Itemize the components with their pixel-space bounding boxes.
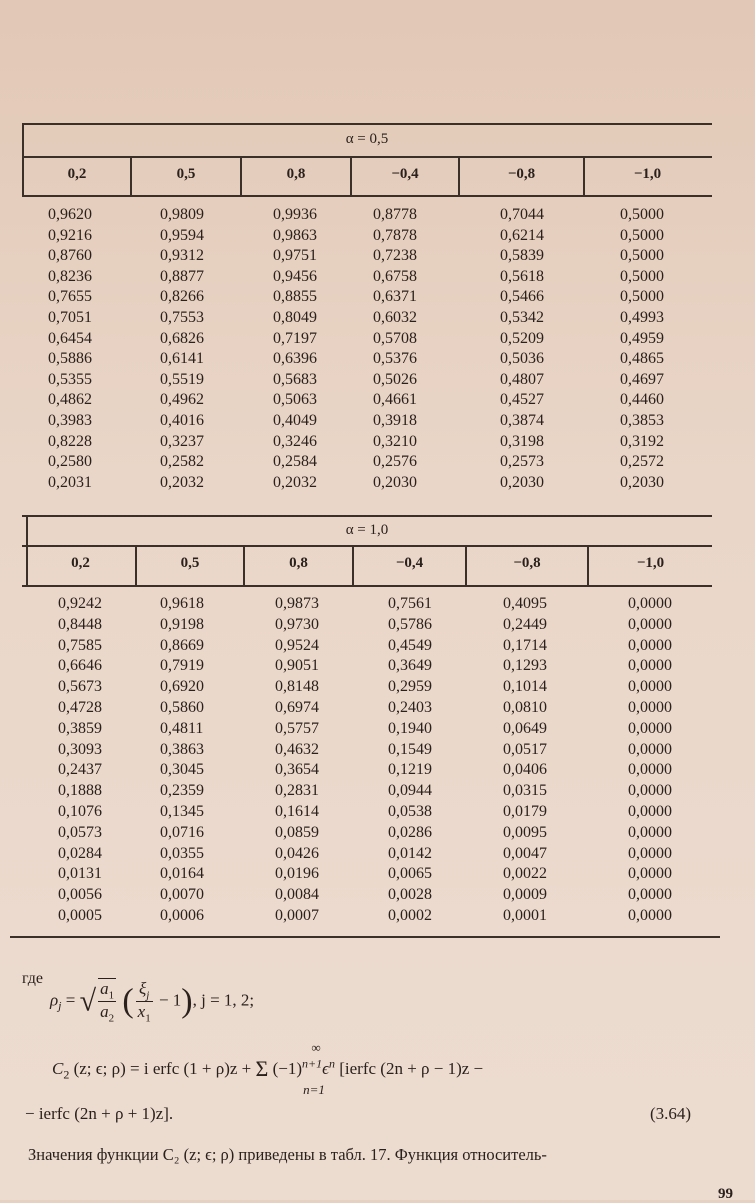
rho-subscript: j bbox=[58, 998, 62, 1013]
page-number: 99 bbox=[718, 1186, 733, 1202]
table-cell: 0,3654 bbox=[275, 761, 319, 779]
table-cell: 0,9216 bbox=[48, 226, 92, 244]
rho-symbol: ρ bbox=[50, 990, 59, 1010]
table2-bottom-rule bbox=[10, 936, 720, 938]
table-cell: 0,4095 bbox=[503, 595, 547, 612]
table-cell: 0,4962 bbox=[160, 391, 204, 409]
table-cell: 0,0131 bbox=[58, 865, 102, 883]
table-cell: 0,5000 bbox=[620, 206, 664, 223]
table-cell: 0,9863 bbox=[273, 226, 317, 244]
table-cell: 0,0056 bbox=[58, 886, 102, 904]
power-base: (−1) bbox=[272, 1059, 303, 1078]
table-cell: 0,2449 bbox=[503, 615, 547, 633]
table-cell: 0,9524 bbox=[275, 636, 319, 654]
table-cell: 0,4959 bbox=[620, 329, 664, 347]
table-cell: 0,0649 bbox=[503, 719, 547, 737]
table-cell: 0,0196 bbox=[275, 865, 319, 883]
table-cell: 0,4016 bbox=[160, 411, 204, 429]
table-cell: 0,9730 bbox=[275, 615, 319, 633]
table-cell: 0,5618 bbox=[500, 267, 544, 285]
table-cell: 0,5355 bbox=[48, 370, 92, 388]
table1-header-cell: 0,2 bbox=[67, 166, 87, 182]
table1-left-border bbox=[22, 123, 24, 195]
table-cell: 0,1614 bbox=[275, 802, 319, 820]
table-cell: 0,0000 bbox=[628, 615, 672, 633]
table1-top-rule bbox=[22, 123, 712, 125]
table-cell: 0,4865 bbox=[620, 350, 664, 368]
table-cell: 0,9456 bbox=[273, 267, 317, 285]
table-cell: 0,8266 bbox=[160, 288, 204, 306]
equals-sign: = bbox=[65, 990, 76, 1010]
table1-header-bottom-rule bbox=[22, 195, 712, 197]
table-cell: 0,0355 bbox=[160, 844, 204, 862]
table-cell: 0,2030 bbox=[373, 473, 417, 491]
table-cell: 0,9618 bbox=[160, 595, 204, 612]
table-cell: 0,2359 bbox=[160, 782, 204, 800]
table-cell: 0,0517 bbox=[503, 740, 547, 758]
table2-left-border bbox=[26, 515, 28, 585]
table-cell: 0,6371 bbox=[373, 288, 417, 306]
epsilon-exponent: n bbox=[328, 1056, 335, 1071]
table-cell: 0,2573 bbox=[500, 453, 544, 471]
table-cell: 0,7051 bbox=[48, 308, 92, 326]
table1-column bbox=[620, 205, 664, 493]
table-cell: 0,4697 bbox=[620, 370, 664, 388]
table-cell: 0,0000 bbox=[628, 761, 672, 779]
table-cell: 0,1014 bbox=[503, 678, 547, 696]
table-cell: 0,8877 bbox=[160, 267, 204, 285]
table-cell: 0,6214 bbox=[500, 226, 544, 244]
table2-header-cell: 0,5 bbox=[180, 555, 200, 571]
close-paren: ) bbox=[181, 982, 193, 1020]
a1-numerator: a bbox=[100, 979, 109, 998]
table-cell: 0,3853 bbox=[620, 411, 664, 429]
table-cell: 0,6454 bbox=[48, 329, 92, 347]
table-cell: 0,1940 bbox=[388, 719, 432, 737]
table-cell: 0,0573 bbox=[58, 823, 102, 841]
epsilon-symbol: ϵ bbox=[322, 1059, 329, 1078]
table1-header-cell: 0,8 bbox=[286, 166, 306, 182]
table-cell: 0,2030 bbox=[500, 473, 544, 491]
table-cell: 0,2582 bbox=[160, 453, 204, 471]
sum-sign: Σ bbox=[255, 1056, 269, 1081]
table-cell: 0,3918 bbox=[373, 411, 417, 429]
table-cell: 0,6032 bbox=[373, 308, 417, 326]
table-cell: 0,0000 bbox=[628, 595, 672, 612]
table-cell: 0,0000 bbox=[628, 844, 672, 862]
table-cell: 0,2572 bbox=[620, 453, 664, 471]
table-cell: 0,3093 bbox=[58, 740, 102, 758]
table-cell: 0,5209 bbox=[500, 329, 544, 347]
table-cell: 0,5000 bbox=[620, 247, 664, 265]
table-cell: 0,0716 bbox=[160, 823, 204, 841]
table-cell: 0,9242 bbox=[58, 595, 102, 612]
table-cell: 0,0005 bbox=[58, 906, 102, 924]
table-cell: 0,0000 bbox=[628, 719, 672, 737]
formula-rho-definition bbox=[50, 978, 254, 1025]
table2-alpha-label: α = 1,0 bbox=[345, 522, 389, 538]
table-cell: 0,6758 bbox=[373, 267, 417, 285]
table-cell: 0,7197 bbox=[273, 329, 317, 347]
table-cell: 0,0084 bbox=[275, 886, 319, 904]
table-cell: 0,2959 bbox=[388, 678, 432, 696]
table2-column bbox=[275, 594, 319, 927]
table-cell: 0,6826 bbox=[160, 329, 204, 347]
table-cell: 0,0286 bbox=[388, 823, 432, 841]
table-cell: 0,9751 bbox=[273, 247, 317, 265]
table-cell: 0,8669 bbox=[160, 636, 204, 654]
table-cell: 0,3237 bbox=[160, 432, 204, 450]
table-cell: 0,5342 bbox=[500, 308, 544, 326]
table-cell: 0,0000 bbox=[628, 678, 672, 696]
a2-denominator: a bbox=[100, 1002, 109, 1022]
table1-header-cell: 0,5 bbox=[176, 166, 196, 182]
table-cell: 0,3246 bbox=[273, 432, 317, 450]
table-cell: 0,1549 bbox=[388, 740, 432, 758]
table-cell: 0,0810 bbox=[503, 698, 547, 716]
table-cell: 0,4049 bbox=[273, 411, 317, 429]
table-cell: 0,0000 bbox=[628, 802, 672, 820]
formula-gde: где bbox=[22, 970, 44, 987]
table-cell: 0,6920 bbox=[160, 678, 204, 696]
table1-column bbox=[273, 205, 317, 493]
table-cell: 0,2032 bbox=[273, 473, 317, 491]
table1-header-cell: −0,8 bbox=[507, 166, 536, 182]
table-cell: 0,0944 bbox=[388, 782, 432, 800]
table-cell: 0,9620 bbox=[48, 206, 92, 223]
table-cell: 0,4728 bbox=[58, 698, 102, 716]
table-cell: 0,0000 bbox=[628, 865, 672, 883]
table-cell: 0,3198 bbox=[500, 432, 544, 450]
table2-header-cell: −1,0 bbox=[636, 555, 665, 571]
table-cell: 0,3863 bbox=[160, 740, 204, 758]
x1-denominator: x bbox=[137, 1001, 146, 1021]
table1-alpha-label: α = 0,5 bbox=[345, 131, 389, 147]
table-cell: 0,1888 bbox=[58, 782, 102, 800]
table-cell: 0,5376 bbox=[373, 350, 417, 368]
sqrt-fraction: $\frac{a_1}{a_2}$ bbox=[100, 979, 115, 1025]
table-cell: 0,5683 bbox=[273, 370, 317, 388]
table-cell: 0,8148 bbox=[275, 678, 319, 696]
table-cell: 0,0164 bbox=[160, 865, 204, 883]
table-cell: 0,0000 bbox=[628, 823, 672, 841]
table-cell: 0,0315 bbox=[503, 782, 547, 800]
table-cell: 0,3192 bbox=[620, 432, 664, 450]
table-cell: 0,0007 bbox=[275, 906, 319, 924]
table-cell: 0,8855 bbox=[273, 288, 317, 306]
table-cell: 0,0022 bbox=[503, 865, 547, 883]
table-cell: 0,7238 bbox=[373, 247, 417, 265]
table-cell: 0,0000 bbox=[628, 698, 672, 716]
table-cell: 0,6974 bbox=[275, 698, 319, 716]
table1-column bbox=[373, 205, 417, 493]
table1-column bbox=[160, 205, 204, 493]
table-cell: 0,6396 bbox=[273, 350, 317, 368]
table-cell: 0,0284 bbox=[58, 844, 102, 862]
table-cell: 0,1076 bbox=[58, 802, 102, 820]
table-cell: 0,8778 bbox=[373, 206, 417, 223]
table-cell: 0,0000 bbox=[628, 636, 672, 654]
table-cell: 0,5886 bbox=[48, 350, 92, 368]
table-cell: 0,4527 bbox=[500, 391, 544, 409]
c2-symbol: C bbox=[52, 1059, 64, 1078]
table2-column bbox=[628, 594, 672, 927]
power-exponent: n+1 bbox=[302, 1056, 323, 1071]
table2-column bbox=[388, 594, 432, 927]
sqrt-symbol: √ bbox=[79, 984, 97, 1018]
table-cell: 0,0028 bbox=[388, 886, 432, 904]
table-cell: 0,5519 bbox=[160, 370, 204, 388]
table-cell: 0,4460 bbox=[620, 391, 664, 409]
table-cell: 0,5860 bbox=[160, 698, 204, 716]
table-cell: 0,0095 bbox=[503, 823, 547, 841]
table-cell: 0,0179 bbox=[503, 802, 547, 820]
table-cell: 0,3859 bbox=[58, 719, 102, 737]
formula-ierfc-continuation: − ierfc (2n + ρ + 1)z]. bbox=[25, 1104, 174, 1123]
table-cell: 0,0000 bbox=[628, 782, 672, 800]
table-cell: 0,2030 bbox=[620, 473, 664, 491]
table2-top-rule bbox=[22, 515, 712, 517]
table-cell: 0,3874 bbox=[500, 411, 544, 429]
table-cell: 0,4993 bbox=[620, 308, 664, 326]
table-cell: 0,7919 bbox=[160, 657, 204, 675]
open-paren: ( bbox=[122, 982, 134, 1020]
table-cell: 0,0426 bbox=[275, 844, 319, 862]
table-cell: 0,3045 bbox=[160, 761, 204, 779]
table-cell: 0,0006 bbox=[160, 906, 204, 924]
table-cell: 0,5673 bbox=[58, 678, 102, 696]
table2-header-top-rule bbox=[22, 545, 712, 547]
table2-header-cell: 0,8 bbox=[289, 555, 308, 571]
table-cell: 0,0000 bbox=[628, 906, 672, 924]
table2-header-cell: −0,8 bbox=[513, 555, 541, 571]
table-cell: 0,3649 bbox=[388, 657, 432, 675]
table-cell: 0,5000 bbox=[620, 267, 664, 285]
table-cell: 0,0406 bbox=[503, 761, 547, 779]
table-cell: 0,0065 bbox=[388, 865, 432, 883]
table-cell: 0,0047 bbox=[503, 844, 547, 862]
table-cell: 0,5757 bbox=[275, 719, 319, 737]
minus-one: − 1 bbox=[158, 990, 182, 1010]
table-cell: 0,9809 bbox=[160, 206, 204, 223]
table-cell: 0,0538 bbox=[388, 802, 432, 820]
table-cell: 0,0000 bbox=[628, 886, 672, 904]
table-cell: 0,9936 bbox=[273, 206, 317, 223]
table-cell: 0,2403 bbox=[388, 698, 432, 716]
table-cell: 0,8228 bbox=[48, 432, 92, 450]
table-cell: 0,2584 bbox=[273, 453, 317, 471]
table-cell: 0,7553 bbox=[160, 308, 204, 326]
table-cell: 0,3210 bbox=[373, 432, 417, 450]
xi-numerator: ξ bbox=[139, 978, 147, 998]
sum-upper-limit: ∞ bbox=[311, 1040, 321, 1055]
table-cell: 0,4807 bbox=[500, 370, 544, 388]
table2-header-cell: −0,4 bbox=[395, 555, 424, 571]
table1-header-cell: −1,0 bbox=[633, 166, 662, 182]
table-cell: 0,7561 bbox=[388, 595, 432, 612]
table-cell: 0,5708 bbox=[373, 329, 417, 347]
ierfc-bracket: [ierfc (2n + ρ − 1)z − bbox=[339, 1059, 484, 1078]
table-cell: 0,3983 bbox=[48, 411, 92, 429]
j-condition: , j = 1, 2; bbox=[192, 990, 255, 1010]
table-cell: 0,4811 bbox=[160, 719, 204, 737]
table-cell: 0,4549 bbox=[388, 636, 432, 654]
table-cell: 0,8448 bbox=[58, 615, 102, 633]
table2-column bbox=[503, 594, 547, 927]
table-cell: 0,2032 bbox=[160, 473, 204, 491]
table-cell: 0,7044 bbox=[500, 206, 544, 223]
table-cell: 0,5026 bbox=[373, 370, 417, 388]
xi-fraction: $\frac{\xi_j}{x_1}$ bbox=[137, 978, 151, 1025]
table-cell: 0,8236 bbox=[48, 267, 92, 285]
sum-lower-limit: n=1 bbox=[303, 1082, 325, 1097]
table-cell: 0,2576 bbox=[373, 453, 417, 471]
c2-arguments: (z; ϵ; ρ) = i erfc (1 + ρ)z + bbox=[73, 1059, 256, 1078]
table-cell: 0,0070 bbox=[160, 886, 204, 904]
table-cell: 0,5000 bbox=[620, 226, 664, 244]
table-cell: 0,5000 bbox=[620, 288, 664, 306]
table-cell: 0,7585 bbox=[58, 636, 102, 654]
equation-number: (3.64) bbox=[650, 1104, 692, 1123]
table1-column bbox=[500, 205, 544, 493]
table2-header-bottom-rule bbox=[22, 585, 712, 587]
table-cell: 0,1714 bbox=[503, 636, 547, 654]
table-cell: 0,6141 bbox=[160, 350, 204, 368]
table-cell: 0,5786 bbox=[388, 615, 432, 633]
table1-column bbox=[48, 205, 92, 493]
table-cell: 0,2580 bbox=[48, 453, 92, 471]
table1-header-top-rule bbox=[22, 156, 712, 158]
table-cell: 0,7655 bbox=[48, 288, 92, 306]
table-cell: 0,9312 bbox=[160, 247, 204, 265]
table-cell: 0,5466 bbox=[500, 288, 544, 306]
table-cell: 0,5063 bbox=[273, 391, 317, 409]
table-cell: 0,5839 bbox=[500, 247, 544, 265]
table-cell: 0,1293 bbox=[503, 657, 547, 675]
table-cell: 0,0000 bbox=[628, 657, 672, 675]
table-cell: 0,7878 bbox=[373, 226, 417, 244]
table2-header-cell: 0,2 bbox=[71, 555, 90, 571]
table-cell: 0,4661 bbox=[373, 391, 417, 409]
table-cell: 0,1345 bbox=[160, 802, 204, 820]
table-cell: 0,8049 bbox=[273, 308, 317, 326]
table-cell: 0,2437 bbox=[58, 761, 102, 779]
table-cell: 0,4862 bbox=[48, 391, 92, 409]
table-cell: 0,0009 bbox=[503, 886, 547, 904]
table2-column bbox=[58, 594, 102, 927]
table-cell: 0,9873 bbox=[275, 595, 319, 612]
table-cell: 0,0002 bbox=[388, 906, 432, 924]
table-cell: 0,5036 bbox=[500, 350, 544, 368]
table-cell: 0,6646 bbox=[58, 657, 102, 675]
table-cell: 0,0142 bbox=[388, 844, 432, 862]
table-cell: 0,9198 bbox=[160, 615, 204, 633]
table1-header-cell: −0,4 bbox=[391, 166, 419, 182]
table-cell: 0,0859 bbox=[275, 823, 319, 841]
table-cell: 0,2831 bbox=[275, 782, 319, 800]
table2-column bbox=[160, 594, 204, 927]
table-cell: 0,9051 bbox=[275, 657, 319, 675]
table-cell: 0,0001 bbox=[503, 906, 547, 924]
table-cell: 0,2031 bbox=[48, 473, 92, 491]
table-cell: 0,4632 bbox=[275, 740, 319, 758]
body-paragraph: Значения функции C₂ (z; ϵ; ρ) приведены в табл. 17. Функция относитель- bbox=[28, 1145, 547, 1164]
table-cell: 0,9594 bbox=[160, 226, 204, 244]
table-cell: 0,8760 bbox=[48, 247, 92, 265]
formula-c2-line: $C_2$ (z; ϵ; ρ) = i erfc (1 + ρ)z + Σ $(-1)^{n+1}\epsilon^n$ [ierfc (2n + ρ − 1)z − bbox=[52, 1056, 484, 1082]
table-cell: 0,0000 bbox=[628, 740, 672, 758]
table-cell: 0,1219 bbox=[388, 761, 432, 779]
